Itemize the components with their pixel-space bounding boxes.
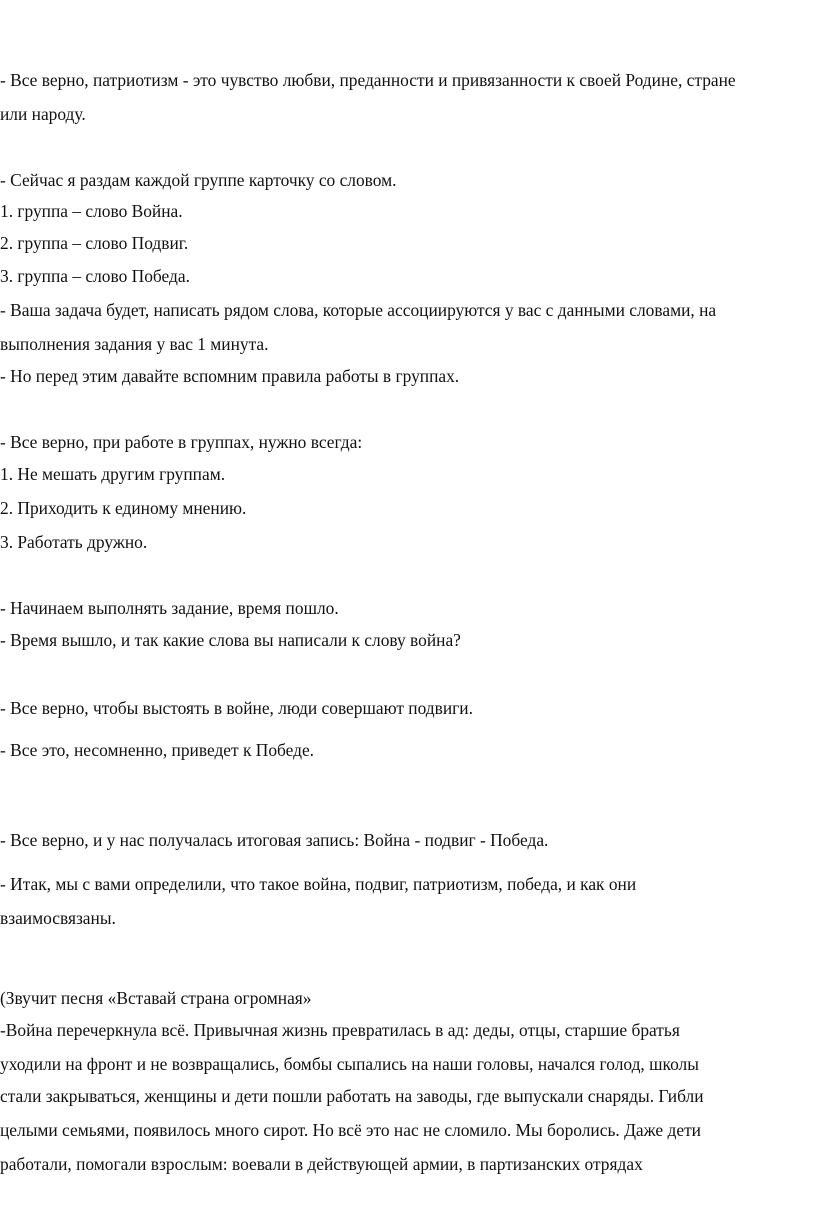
text-line: - Все верно, и у нас получалась итоговая запись: Война - подвиг - Победа. bbox=[0, 830, 549, 850]
text-line: работали, помогали взрослым: воевали в действующей армии, в партизанских отрядах bbox=[0, 1154, 643, 1174]
text-line: - Все верно, чтобы выстоять в войне, люди совершают подвиги. bbox=[0, 698, 473, 718]
text-line: - Начинаем выполнять задание, время пошло. bbox=[0, 598, 339, 618]
text-line: - Но перед этим давайте вспомним правила работы в группах. bbox=[0, 366, 460, 386]
text-line: - Все верно, при работе в группах, нужно всегда: bbox=[0, 432, 363, 452]
text-line: - Сейчас я раздам каждой группе карточку со словом. bbox=[0, 170, 397, 190]
text-line: - Время вышло, и так какие слова вы написали к слову война? bbox=[0, 630, 461, 650]
text-line: 2. Приходить к единому мнению. bbox=[0, 498, 247, 518]
text-line: (Звучит песня «Вставай страна огромная» bbox=[0, 988, 312, 1008]
text-line: 3. группа – слово Победа. bbox=[0, 266, 190, 286]
text-line: 1. группа – слово Война. bbox=[0, 201, 183, 221]
text-line: стали закрываться, женщины и дети пошли работать на заводы, где выпускали снаряды. Гибли bbox=[0, 1086, 704, 1106]
text-line: целыми семьями, появилось много сирот. Но всё это нас не сломило. Мы боролись. Даже дети bbox=[0, 1120, 701, 1140]
text-line: - Ваша задача будет, написать рядом слова, которые ассоциируются у вас с данными словами, на bbox=[0, 300, 717, 320]
text-line: 2. группа – слово Подвиг. bbox=[0, 233, 189, 253]
text-line: или народу. bbox=[0, 104, 86, 124]
text-line: выполнения задания у вас 1 минута. bbox=[0, 334, 269, 354]
text-line: -Война перечеркнула всё. Привычная жизнь превратилась в ад: деды, отцы, старшие братья bbox=[0, 1020, 680, 1040]
text-line: взаимосвязаны. bbox=[0, 908, 116, 928]
text-line: 1. Не мешать другим группам. bbox=[0, 464, 226, 484]
text-line: - Все верно, патриотизм - это чувство любви, преданности и привязанности к своей Родине, стране bbox=[0, 70, 736, 90]
text-line: 3. Работать дружно. bbox=[0, 532, 148, 552]
text-line: - Итак, мы с вами определили, что такое война, подвиг, патриотизм, победа, и как они bbox=[0, 874, 637, 894]
text-line: - Все это, несомненно, приведет к Победе. bbox=[0, 740, 315, 760]
text-line: уходили на фронт и не возвращались, бомбы сыпались на наши головы, начался голод, школы bbox=[0, 1054, 699, 1074]
